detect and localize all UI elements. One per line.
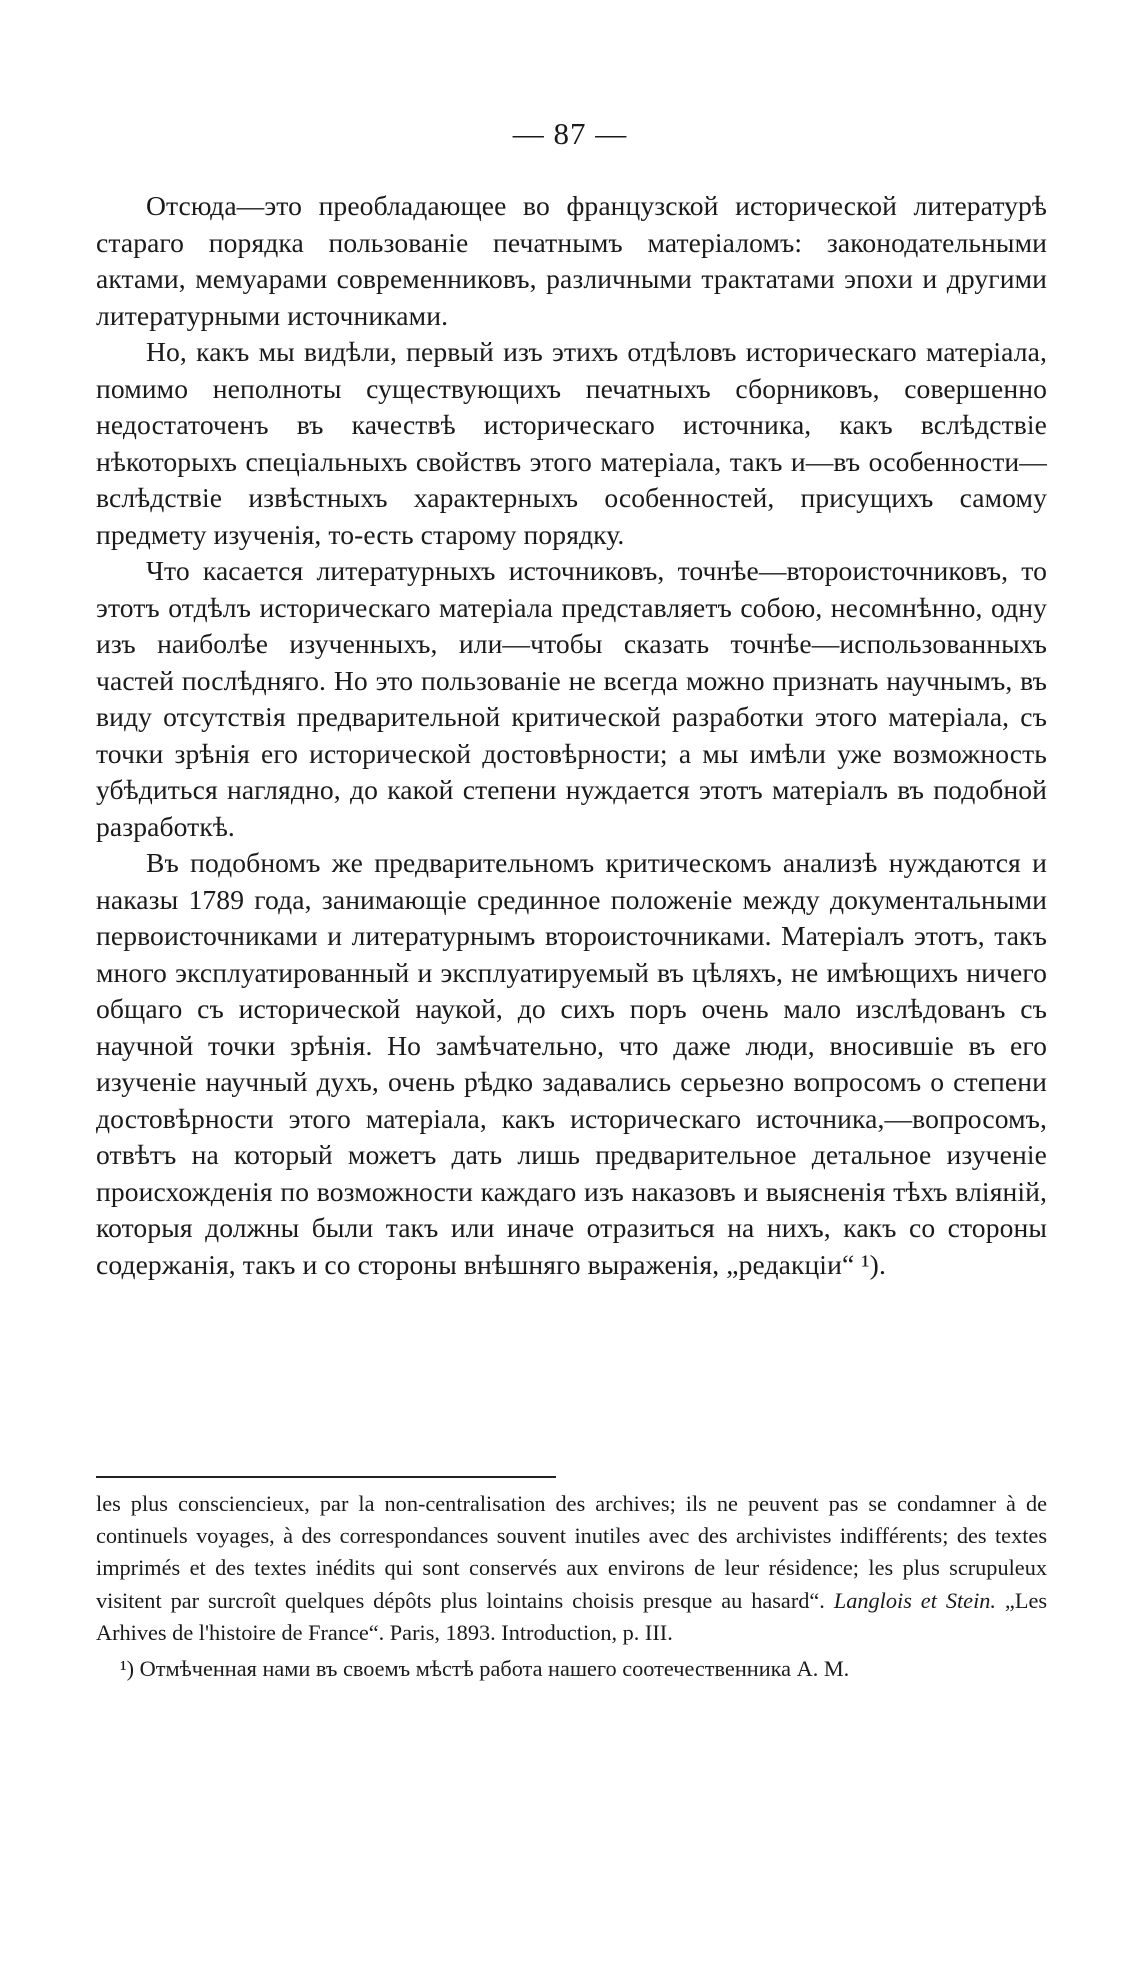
paragraph-3: Что касается литературныхъ источниковъ, точнѣе—второисточниковъ, то этотъ отдѣлъ историческаго матеріала представляетъ собою, несомнѣнно, одну изъ наиболѣе изученныхъ, или—чтобы сказать точнѣе—использованныхъ частей послѣдняго. Но это пользованіе не всегда можно признать научнымъ, въ виду отсутствія предварительной критической разработки этого матеріала, съ точки зрѣнія его исторической достовѣрности; а мы имѣли уже возможность убѣдиться наглядно, до какой степени нуждается этотъ матеріалъ въ подобной разработкѣ. bbox=[96, 555, 1047, 842]
page-number: — 87 — bbox=[512, 116, 628, 151]
main-text bbox=[96, 188, 1047, 1283]
footnote-continuation bbox=[96, 1488, 1047, 1649]
paragraph-4: Въ подобномъ же предварительномъ критическомъ анализѣ нуждаются и наказы 1789 года, занимающіе срединное положеніе между документальными первоисточниками и литературнымъ второисточниками. Матеріалъ этотъ, такъ много эксплуатированный и эксплуатируемый въ цѣляхъ, не имѣющихъ ничего общаго съ исторической наукой, до сихъ поръ очень мало изслѣдованъ съ научной точки зрѣнія. Но замѣчательно, что даже люди, вносившіе въ его изученіе научный духъ, очень рѣдко задавались серьезно вопросомъ о степени достовѣрности этого матеріала, какъ историческаго источника,—вопросомъ, отвѣтъ на который можетъ дать лишь предварительное детальное изученіе происхожденія по возможности каждаго изъ наказовъ и выясненія тѣхъ вліяній, которыя должны были такъ или иначе отразиться на нихъ, какъ со стороны содержанія, такъ и со стороны внѣшняго выраженія, „редакціи“ ¹). bbox=[96, 847, 1047, 1280]
footnote-citation: „Les Arhives de l'histoire de France“. Paris, 1893. Introduction, p. III. bbox=[96, 1587, 1048, 1645]
footnote-continuation-text: les plus consciencieux, par la non-centralisation des archives; ils ne peuvent pas se condamner à de continuels voyages, à des correspondances souvent inutiles avec des archivistes indifférents; des textes imprimés et des textes inédits qui sont conservés aux environs de leur résidence; les plus scrupuleux visitent par surcroît quelques dépôts plus lointains choisis presque au hasard“. bbox=[96, 1491, 1047, 1613]
footnote-divider bbox=[96, 1476, 556, 1478]
paragraph-2: Но, какъ мы видѣли, первый изъ этихъ отдѣловъ историческаго матеріала, помимо неполноты существующихъ печатныхъ сборниковъ, совершенно недостаточенъ въ качествѣ историческаго источника, какъ вслѣдствіе нѣкоторыхъ спеціальныхъ свойствъ этого матеріала, такъ и—въ особенности—вслѣдствіе извѣстныхъ характерныхъ особенностей, присущихъ самому предмету изученія, то-есть старому порядку. bbox=[96, 336, 1047, 550]
paragraph-1: Отсюда—это преобладающее во французской исторической литературѣ стараго порядка пользованіе печатнымъ матеріаломъ: законодательными актами, мемуарами современниковъ, различными трактатами эпохи и другими литературными источниками. bbox=[96, 190, 1047, 331]
footnotes bbox=[96, 1488, 1047, 1685]
footnote-authors: Langlois et Stein. bbox=[833, 1587, 996, 1613]
footnote-1: ¹) Отмѣченная нами въ своемъ мѣстѣ работа нашего соотечественника А. М. bbox=[120, 1656, 850, 1682]
